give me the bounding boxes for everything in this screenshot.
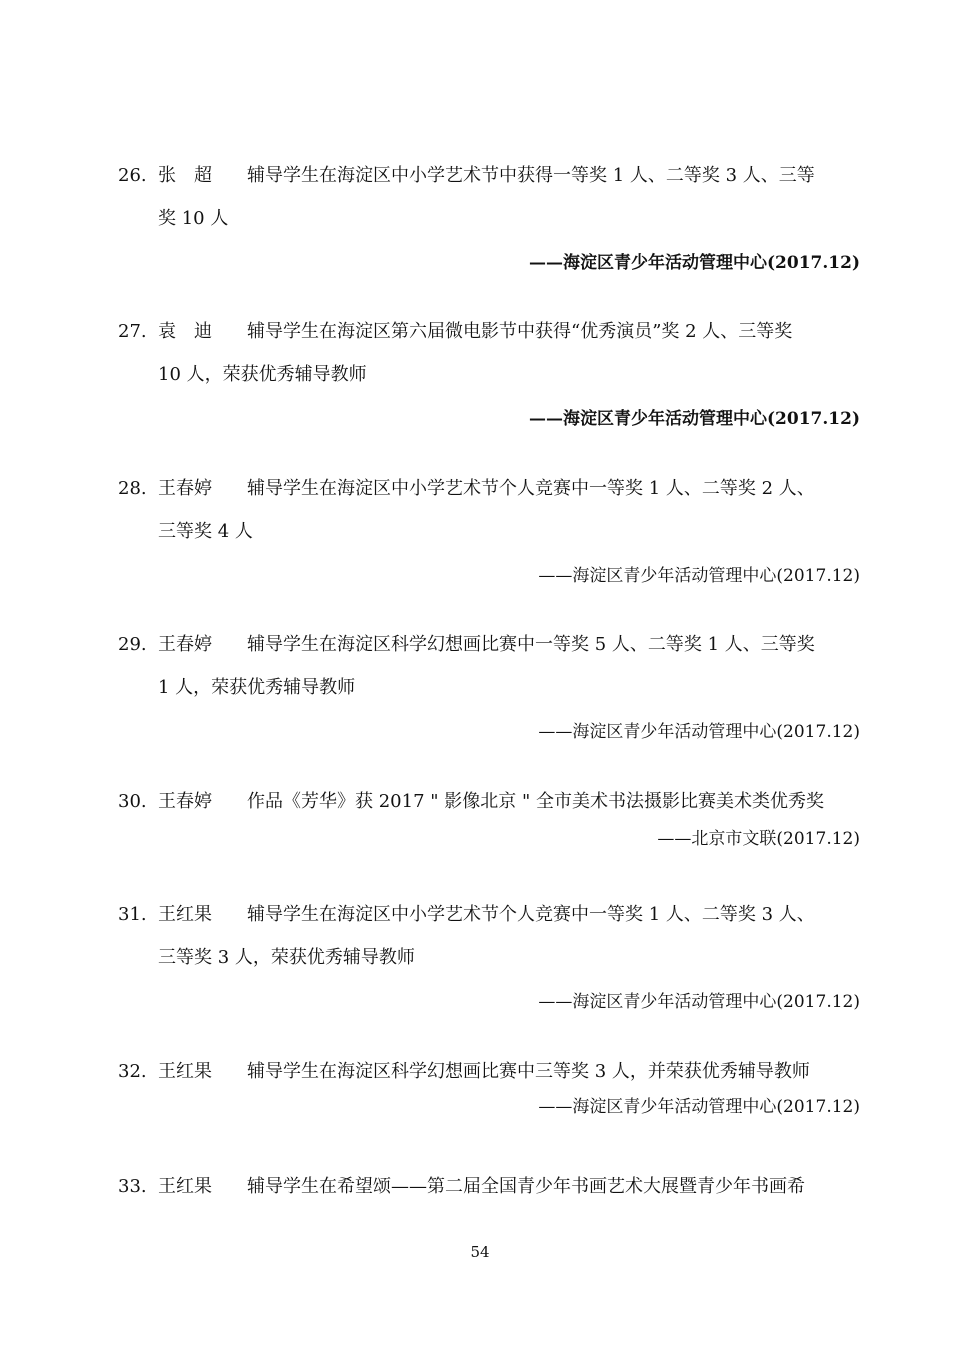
award-description-continued: 1 人，荣获优秀辅导教师 [158, 677, 356, 698]
award-source: ——海淀区青少年活动管理中心(2017.12) [529, 409, 860, 429]
award-description-continued: 奖 10 人 [158, 208, 229, 229]
teacher-name: 王春婷 [158, 634, 212, 655]
entry-number: 29. [118, 634, 147, 655]
award-source: ——海淀区青少年活动管理中心(2017.12) [538, 992, 860, 1012]
teacher-name: 张 超 [158, 165, 212, 186]
award-description: 辅导学生在海淀区科学幻想画比赛中一等奖 5 人、二等奖 1 人、三等奖 [247, 634, 815, 655]
award-entry [118, 165, 860, 274]
teacher-name: 王红果 [158, 904, 212, 925]
teacher-name: 王春婷 [158, 791, 212, 812]
award-entry [118, 1061, 860, 1118]
award-source: ——北京市文联(2017.12) [657, 829, 860, 849]
teacher-name: 王红果 [158, 1061, 212, 1082]
award-description: 辅导学生在海淀区第六届微电影节中获得“优秀演员”奖 2 人、三等奖 [247, 321, 793, 342]
award-source: ——海淀区青少年活动管理中心(2017.12) [538, 722, 860, 742]
award-description-continued: 三等奖 4 人 [158, 521, 253, 542]
award-source: ——海淀区青少年活动管理中心(2017.12) [529, 253, 860, 273]
teacher-name: 袁 迪 [158, 321, 212, 342]
award-entry [118, 478, 860, 587]
entry-number: 27. [118, 321, 147, 342]
award-description-continued: 10 人，荣获优秀辅导教师 [158, 364, 367, 385]
award-description: 辅导学生在海淀区中小学艺术节个人竞赛中一等奖 1 人、二等奖 2 人、 [247, 478, 815, 499]
teacher-name: 王红果 [158, 1176, 212, 1197]
award-entry [118, 321, 860, 430]
entry-number: 33. [118, 1176, 147, 1197]
award-description: 作品《芳华》获 2017 " 影像北京 " 全市美术书法摄影比赛美术类优秀奖 [247, 791, 824, 812]
award-description: 辅导学生在海淀区科学幻想画比赛中三等奖 3 人，并荣获优秀辅导教师 [247, 1061, 810, 1082]
entry-number: 32. [118, 1061, 147, 1082]
page-number: 54 [470, 1243, 490, 1261]
award-entry [118, 1176, 860, 1198]
award-description-continued: 三等奖 3 人，荣获优秀辅导教师 [158, 947, 415, 968]
award-description: 辅导学生在希望颂——第二届全国青少年书画艺术大展暨青少年书画希 [247, 1176, 805, 1197]
award-description: 辅导学生在海淀区中小学艺术节中获得一等奖 1 人、二等奖 3 人、三等 [247, 165, 815, 186]
award-description: 辅导学生在海淀区中小学艺术节个人竞赛中一等奖 1 人、二等奖 3 人、 [247, 904, 815, 925]
award-source: ——海淀区青少年活动管理中心(2017.12) [538, 566, 860, 586]
entry-number: 31. [118, 904, 147, 925]
award-entry [118, 904, 860, 1013]
teacher-name: 王春婷 [158, 478, 212, 499]
entry-number: 30. [118, 791, 147, 812]
award-entry [118, 791, 860, 850]
award-source: ——海淀区青少年活动管理中心(2017.12) [538, 1097, 860, 1117]
entry-number: 28. [118, 478, 147, 499]
award-entry [118, 634, 860, 743]
entry-number: 26. [118, 165, 147, 186]
